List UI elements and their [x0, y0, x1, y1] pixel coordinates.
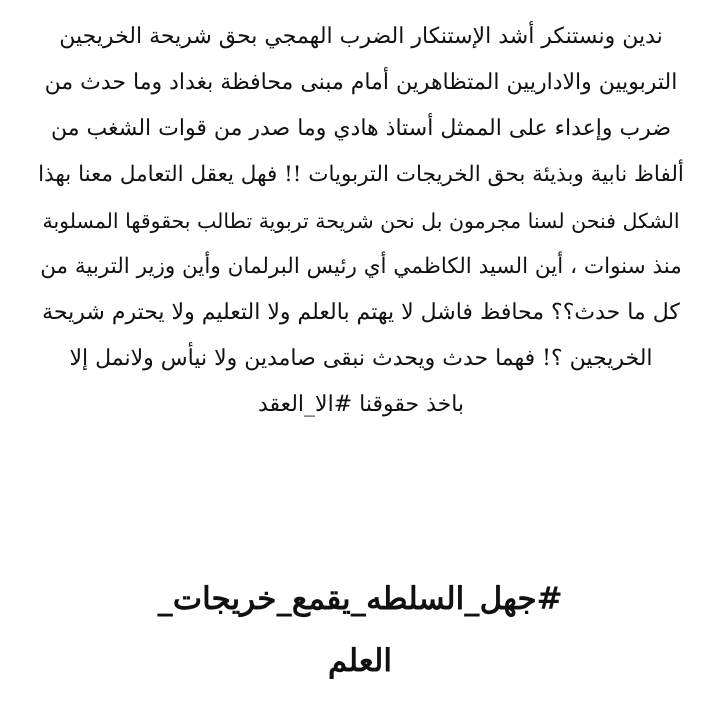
statement-line-1: ندين ونستنكر أشد الإستنكار الضرب الهمجي بحق شريحة الخريجين [59, 24, 663, 49]
statement-line-5: الشكل فنحن لسنا مجرمون بل نحن شريحة تربوية تطالب بحقوقها المسلوبة [42, 209, 680, 233]
hashtag-line-1: #جهل_السلطه_يقمع_خريجات_ [157, 581, 563, 617]
statement-text [38, 14, 684, 428]
statement-line-8: الخريجين ؟! فهما حدث ويحدث نبقى صامدين ولا نيأس ولانمل إلا [69, 346, 653, 371]
hashtag-heading [0, 568, 720, 692]
statement-line-7: كل ما حدث؟؟ محافظ فاشل لا يهتم بالعلم ولا التعليم ولا يحترم شريحة [42, 300, 680, 325]
statement-line-3: ضرب وإعداء على الممثل أستاذ هادي وما صدر من قوات الشغب من [50, 116, 672, 141]
statement-line-6: منذ سنوات ، أين السيد الكاظمي أي رئيس البرلمان وأين وزير التربية من [40, 254, 682, 279]
statement-line-9: باخذ حقوقنا #الا_العقد [257, 392, 465, 417]
hashtag-line-2: العلم [328, 643, 392, 679]
statement-line-2: التربويين والاداريين المتظاهرين أمام مبنى محافظة بغداد وما حدث من [44, 70, 678, 95]
statement-line-4: ألفاظ نابية وبذيئة بحق الخريجات التربويات !! فهل يعقل التعامل معنا بهذا [38, 162, 684, 187]
